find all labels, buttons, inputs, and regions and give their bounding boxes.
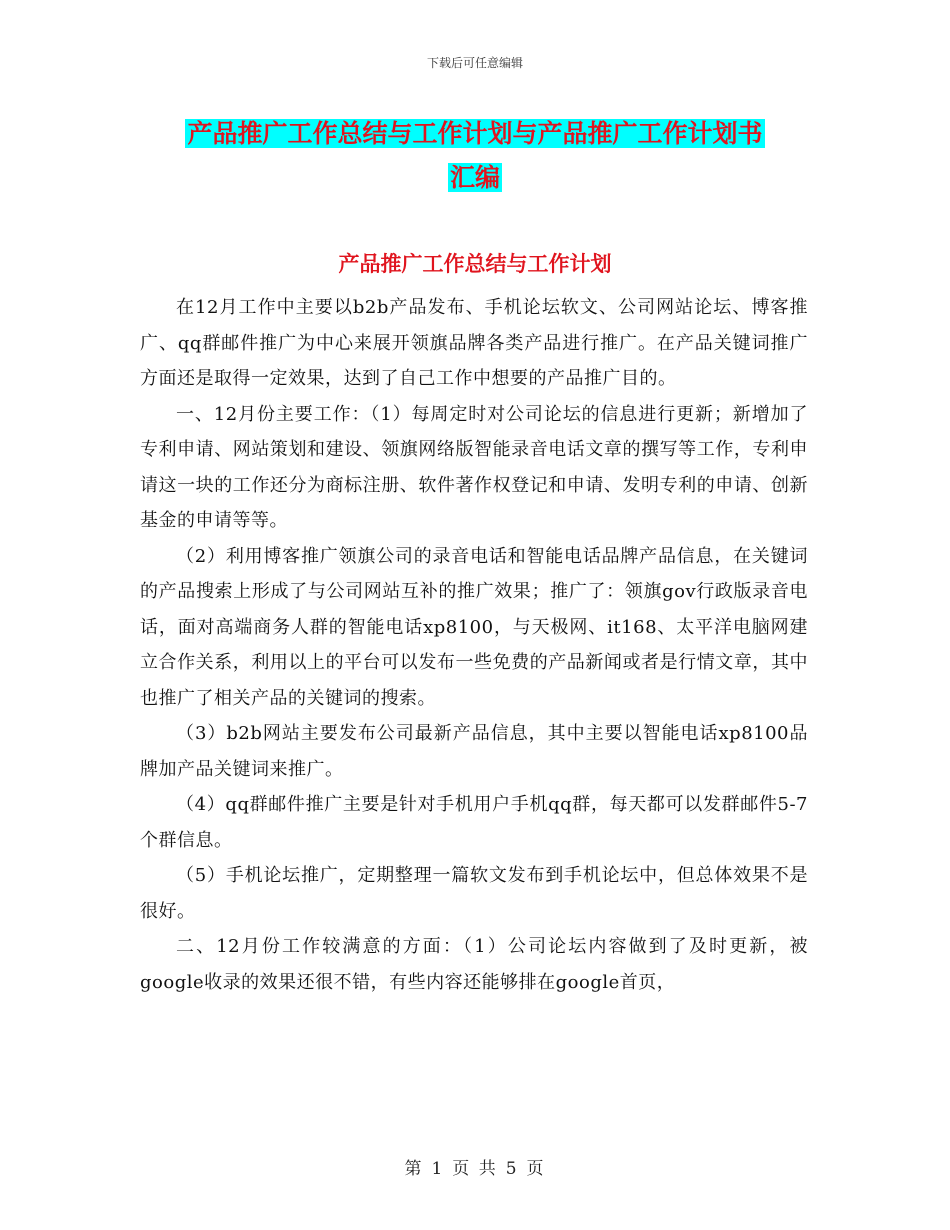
paragraph: 一、12月份主要工作：（1）每周定时对公司论坛的信息进行更新；新增加了专利申请、网站策划和建设、领旗网络版智能录音电话文章的撰写等工作，专利申请这一块的工作还分为商标注册、软件著作权登记和申请、发明专利的申请、创新基金的申请等等。	[140, 403, 808, 531]
main-title-line1: 产品推广工作总结与工作计划与产品推广工作计划书	[187, 119, 763, 148]
footer-middle: 页 共	[452, 1159, 498, 1179]
footer-total-pages: 5	[505, 1159, 519, 1179]
main-title-line2: 汇编	[449, 163, 500, 192]
header-note: 下载后可任意编辑	[426, 56, 523, 70]
page-footer	[0, 1154, 950, 1179]
paragraph: （3）b2b网站主要发布公司最新产品信息，其中主要以智能电话xp8100品牌加产品关键词来推广。	[140, 723, 808, 780]
paragraph: （5）手机论坛推广，定期整理一篇软文发布到手机论坛中，但总体效果不是很好。	[140, 865, 808, 922]
footer-suffix: 页	[526, 1159, 546, 1179]
footer-page-number: 1	[431, 1159, 445, 1179]
paragraph: 在12月工作中主要以b2b产品发布、手机论坛软文、公司网站论坛、博客推广、qq群邮件推广为中心来展开领旗品牌各类产品进行推广。在产品关键词推广方面还是取得一定效果，达到了自己工作中想要的产品推广目的。	[140, 297, 808, 389]
paragraph: （4）qq群邮件推广主要是针对手机用户手机qq群，每天都可以发群邮件5-7个群信息。	[140, 794, 808, 851]
paragraph: （2）利用博客推广领旗公司的录音电话和智能电话品牌产品信息，在关键词的产品搜索上形成了与公司网站互补的推广效果；推广了：领旗gov行政版录音电话，面对高端商务人群的智能电话xp8100，与天极网、it168、太平洋电脑网建立合作关系，利用以上的平台可以发布一些免费的产品新闻或者是行情文章，其中也推广了相关产品的关键词的搜索。	[140, 545, 808, 709]
body-text	[140, 290, 808, 1000]
paragraph: 二、12月份工作较满意的方面：（1）公司论坛内容做到了及时更新，被google收录的效果还很不错，有些内容还能够排在google首页，	[140, 936, 808, 993]
section-title: 产品推广工作总结与工作计划	[338, 251, 612, 276]
footer-prefix: 第	[404, 1159, 424, 1179]
main-title	[120, 112, 830, 200]
